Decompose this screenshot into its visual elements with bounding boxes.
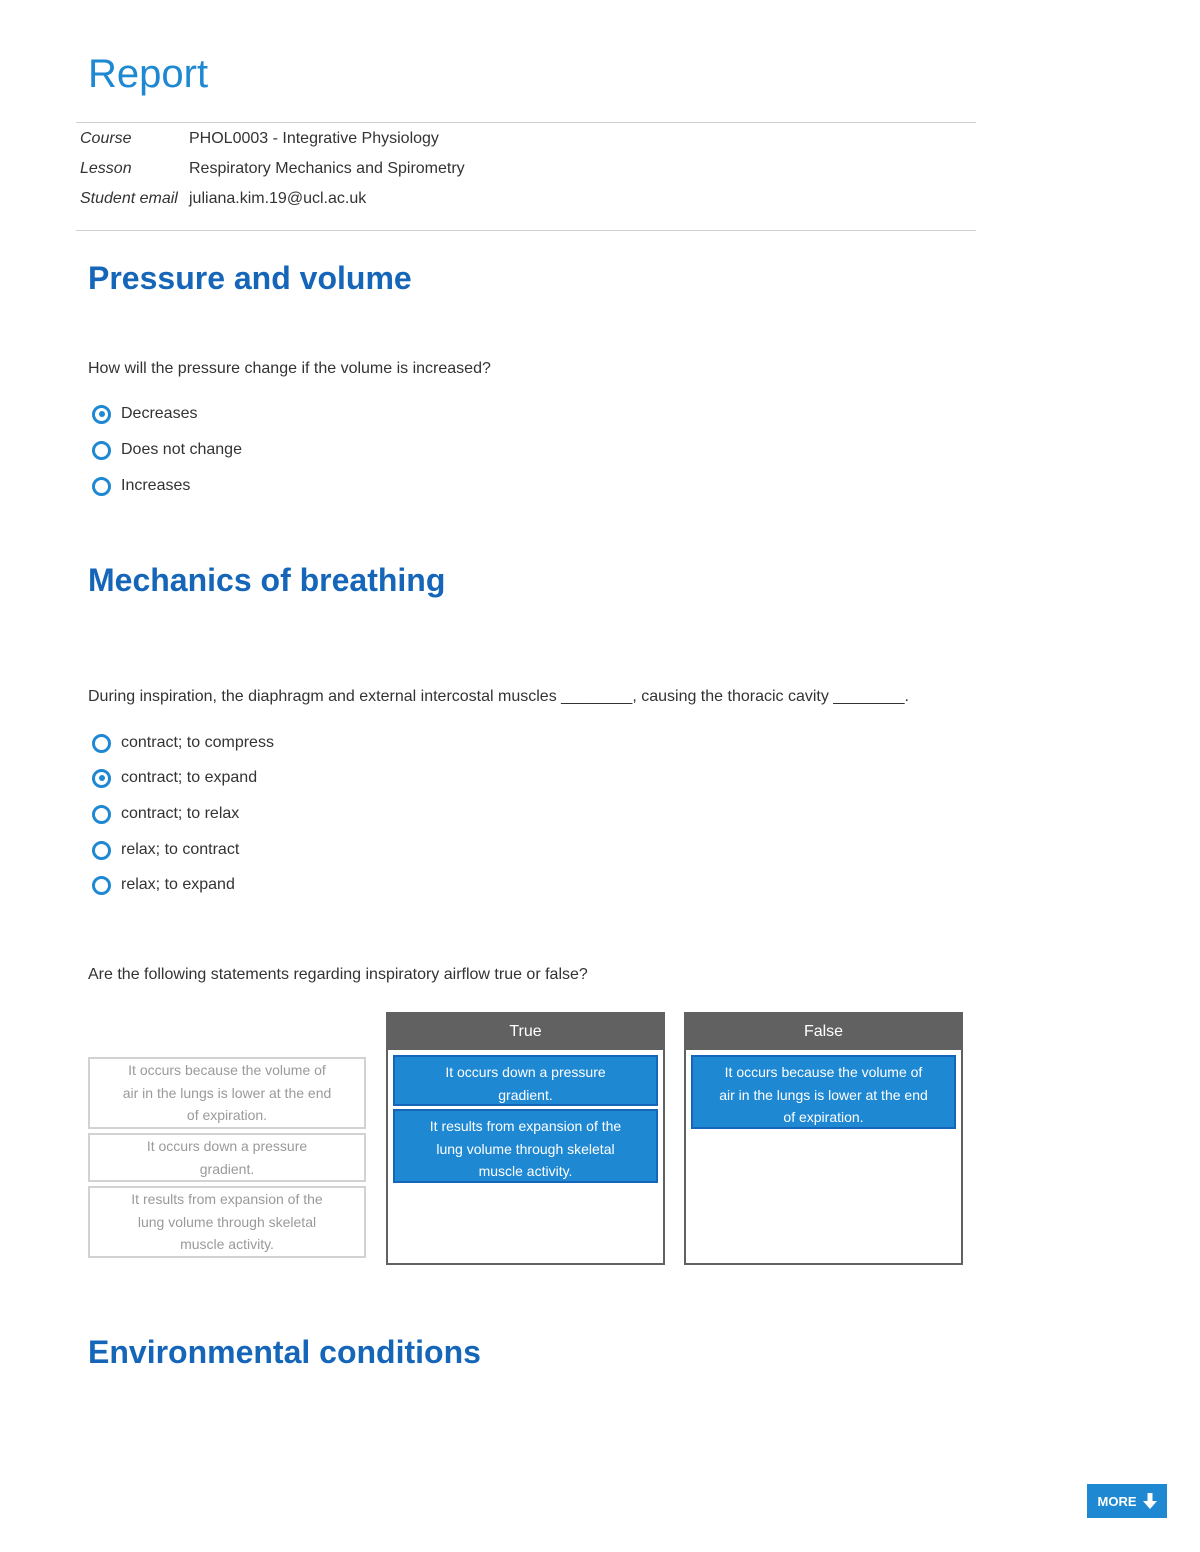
option-does-not-change[interactable] [92, 439, 242, 461]
bucket-header: False [686, 1014, 961, 1050]
radio-selected-icon[interactable] [92, 769, 111, 788]
option-label: contract; to compress [121, 734, 274, 751]
bucket-header: True [388, 1014, 663, 1050]
option-label: Does not change [121, 441, 242, 458]
card-text: It occurs because the volume of air in the lungs is lower at the end of expiration. [122, 1062, 332, 1124]
arrow-down-icon [1143, 1493, 1157, 1509]
radio-icon[interactable] [92, 876, 111, 895]
divider [76, 230, 976, 231]
report-title: Report [88, 52, 209, 96]
meta-value: juliana.kim.19@ucl.ac.uk [189, 190, 367, 207]
source-card[interactable] [88, 1133, 366, 1182]
meta-label: Lesson [80, 160, 132, 177]
radio-icon[interactable] [92, 477, 111, 496]
placed-card[interactable] [691, 1055, 956, 1129]
option-label: contract; to relax [121, 805, 240, 822]
option-label: contract; to expand [121, 769, 258, 786]
question-sort: Are the following statements regarding inspiratory airflow true or false? [88, 966, 588, 983]
source-card[interactable] [88, 1057, 366, 1129]
section-heading-pressure: Pressure and volume [88, 260, 412, 296]
question-pressure: How will the pressure change if the volume is increased? [88, 360, 491, 377]
divider [76, 122, 976, 123]
bucket-false[interactable] [684, 1012, 963, 1265]
option-relax-contract[interactable] [92, 839, 239, 861]
more-button-label: MORE [1097, 1493, 1137, 1509]
radio-icon[interactable] [92, 841, 111, 860]
radio-icon[interactable] [92, 441, 111, 460]
bucket-true[interactable] [386, 1012, 665, 1265]
card-text: It results from expansion of the lung volume through skeletal muscle activity. [429, 1118, 622, 1179]
more-button[interactable] [1087, 1484, 1167, 1518]
card-text: It occurs because the volume of air in the lungs is lower at the end of expiration. [719, 1064, 928, 1125]
meta-value: PHOL0003 - Integrative Physiology [189, 130, 439, 147]
card-text: It occurs down a pressure gradient. [445, 1064, 606, 1103]
option-contract-compress[interactable] [92, 732, 274, 754]
radio-icon[interactable] [92, 805, 111, 824]
radio-icon[interactable] [92, 734, 111, 753]
option-label: Increases [121, 477, 191, 494]
section-heading-mechanics: Mechanics of breathing [88, 562, 446, 598]
meta-label: Student email [80, 190, 178, 207]
card-text: It results from expansion of the lung volume through skeletal muscle activity. [131, 1191, 323, 1253]
section-heading-environment: Environmental conditions [88, 1334, 481, 1370]
option-relax-expand[interactable] [92, 874, 235, 896]
meta-label: Course [80, 130, 132, 147]
placed-card[interactable] [393, 1055, 658, 1106]
source-card[interactable] [88, 1186, 366, 1258]
option-decreases[interactable] [92, 403, 197, 425]
radio-selected-icon[interactable] [92, 405, 111, 424]
option-increases[interactable] [92, 475, 190, 497]
option-label: Decreases [121, 405, 198, 422]
option-contract-relax[interactable] [92, 803, 239, 825]
question-mechanics: During inspiration, the diaphragm and external intercostal muscles ________, causing the thoracic cavity ________. [88, 688, 909, 705]
option-label: relax; to contract [121, 841, 240, 858]
card-text: It occurs down a pressure gradient. [146, 1138, 308, 1177]
placed-card[interactable] [393, 1109, 658, 1183]
option-label: relax; to expand [121, 876, 235, 893]
option-contract-expand[interactable] [92, 767, 257, 789]
meta-value: Respiratory Mechanics and Spirometry [189, 160, 465, 177]
